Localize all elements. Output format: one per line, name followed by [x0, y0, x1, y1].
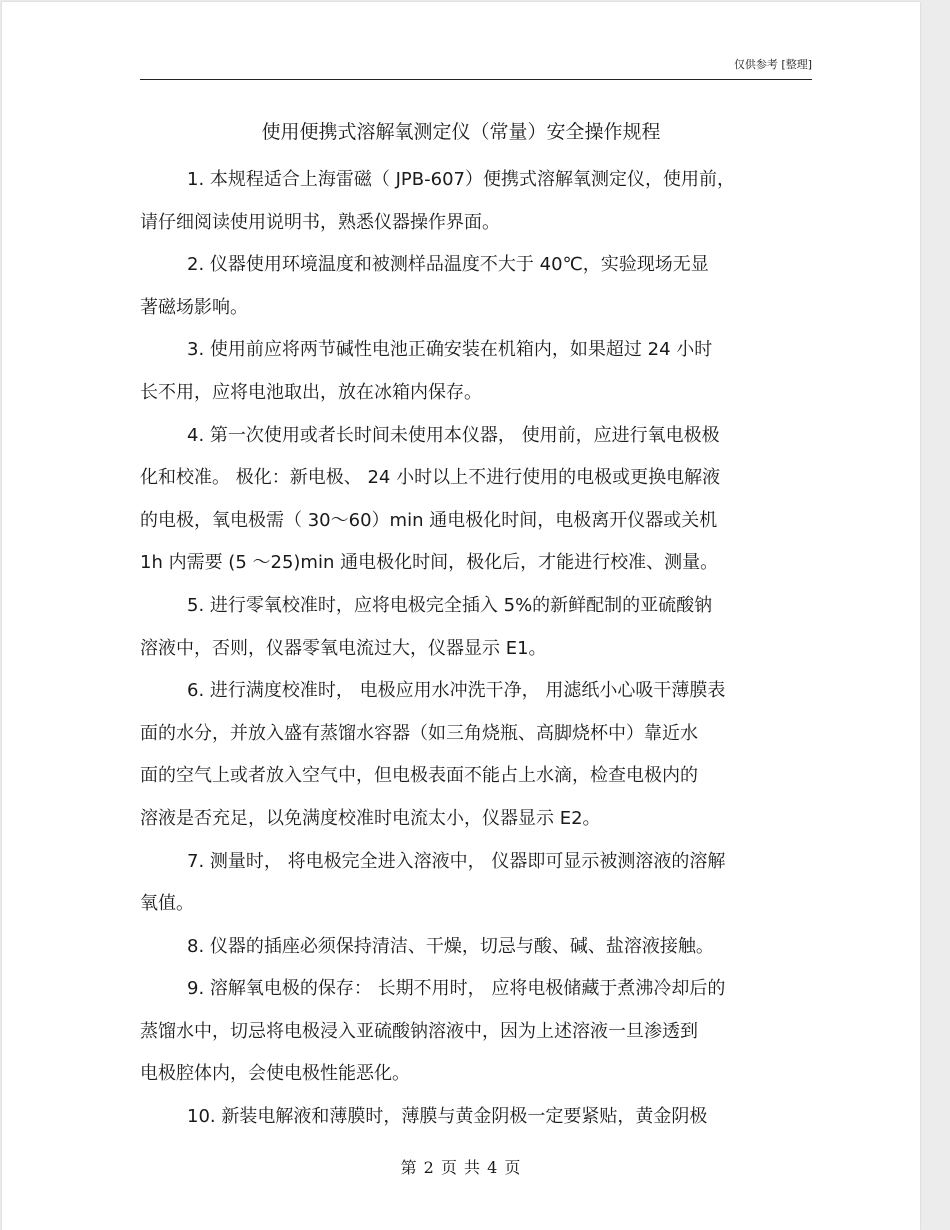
text-line: 的电极，氧电极需（ 30～60）min 通电极化时间，电极离开仪器或关机	[140, 509, 718, 531]
text-line: 7. 测量时， 将电极完全进入溶液中， 仪器即可显示被测溶液的溶解	[187, 850, 726, 872]
text-line: 8. 仪器的插座必须保持清洁、干燥，切忌与酸、碱、盐溶液接触。	[187, 935, 714, 957]
document-title: 使用便携式溶解氧测定仪（常量）安全操作规程	[261, 121, 661, 143]
text-line: 2. 仪器使用环境温度和被测样品温度不大于 40℃，实验现场无显	[187, 254, 709, 276]
text-line: 4. 第一次使用或者长时间未使用本仪器， 使用前，应进行氧电极极	[187, 424, 720, 446]
text-line: 6. 进行满度校准时， 电极应用水冲洗干净， 用滤纸小心吸干薄膜表	[187, 680, 726, 702]
text-line: 3. 使用前应将两节碱性电池正确安装在机箱内，如果超过 24 小时	[187, 339, 713, 361]
page-header: 仅供参考 [整理]	[140, 57, 812, 80]
text-line: 1. 本规程适合上海雷磁（ JPB-607）便携式溶解氧测定仪，使用前，	[187, 169, 735, 190]
text-line: 面的水分，并放入盛有蒸馏水容器（如三角烧瓶、高脚烧杯中）靠近水	[140, 722, 698, 744]
text-line: 化和校准。 极化：新电极、 24 小时以上不进行使用的电极或更换电解液	[140, 467, 721, 489]
document-page	[2, 2, 920, 1230]
text-line: 5. 进行零氧校准时，应将电极完全插入 5%的新鲜配制的亚硫酸钠	[187, 594, 713, 616]
text-line: 长不用，应将电池取出，放在冰箱内保存。	[140, 381, 482, 403]
text-line: 9. 溶解氧电极的保存： 长期不用时， 应将电极储藏于煮沸冷却后的	[187, 978, 726, 1000]
text-line: 面的空气上或者放入空气中，但电极表面不能占上水滴，检查电极内的	[140, 765, 698, 787]
document-body	[140, 159, 830, 1139]
text-line: 氧值。	[140, 893, 194, 915]
text-line: 请仔细阅读使用说明书，熟悉仪器操作界面。	[140, 211, 500, 233]
page-footer: 第 2 页 共 4 页	[400, 1158, 522, 1177]
text-line: 1h 内需要 (5 ～25)min 通电极化时间，极化后，才能进行校准、测量。	[140, 552, 719, 574]
text-line: 电极腔体内，会使电极性能恶化。	[140, 1063, 410, 1085]
text-line: 10. 新装电解液和薄膜时，薄膜与黄金阴极一定要紧贴，黄金阴极	[187, 1106, 708, 1128]
text-line: 著磁场影响。	[140, 296, 248, 318]
text-line: 蒸馏水中，切忌将电极浸入亚硫酸钠溶液中，因为上述溶液一旦渗透到	[140, 1020, 698, 1042]
text-line: 溶液是否充足，以免满度校准时电流太小，仪器显示 E2。	[140, 807, 601, 829]
text-line: 溶液中，否则，仪器零氧电流过大，仪器显示 E1。	[140, 637, 547, 659]
